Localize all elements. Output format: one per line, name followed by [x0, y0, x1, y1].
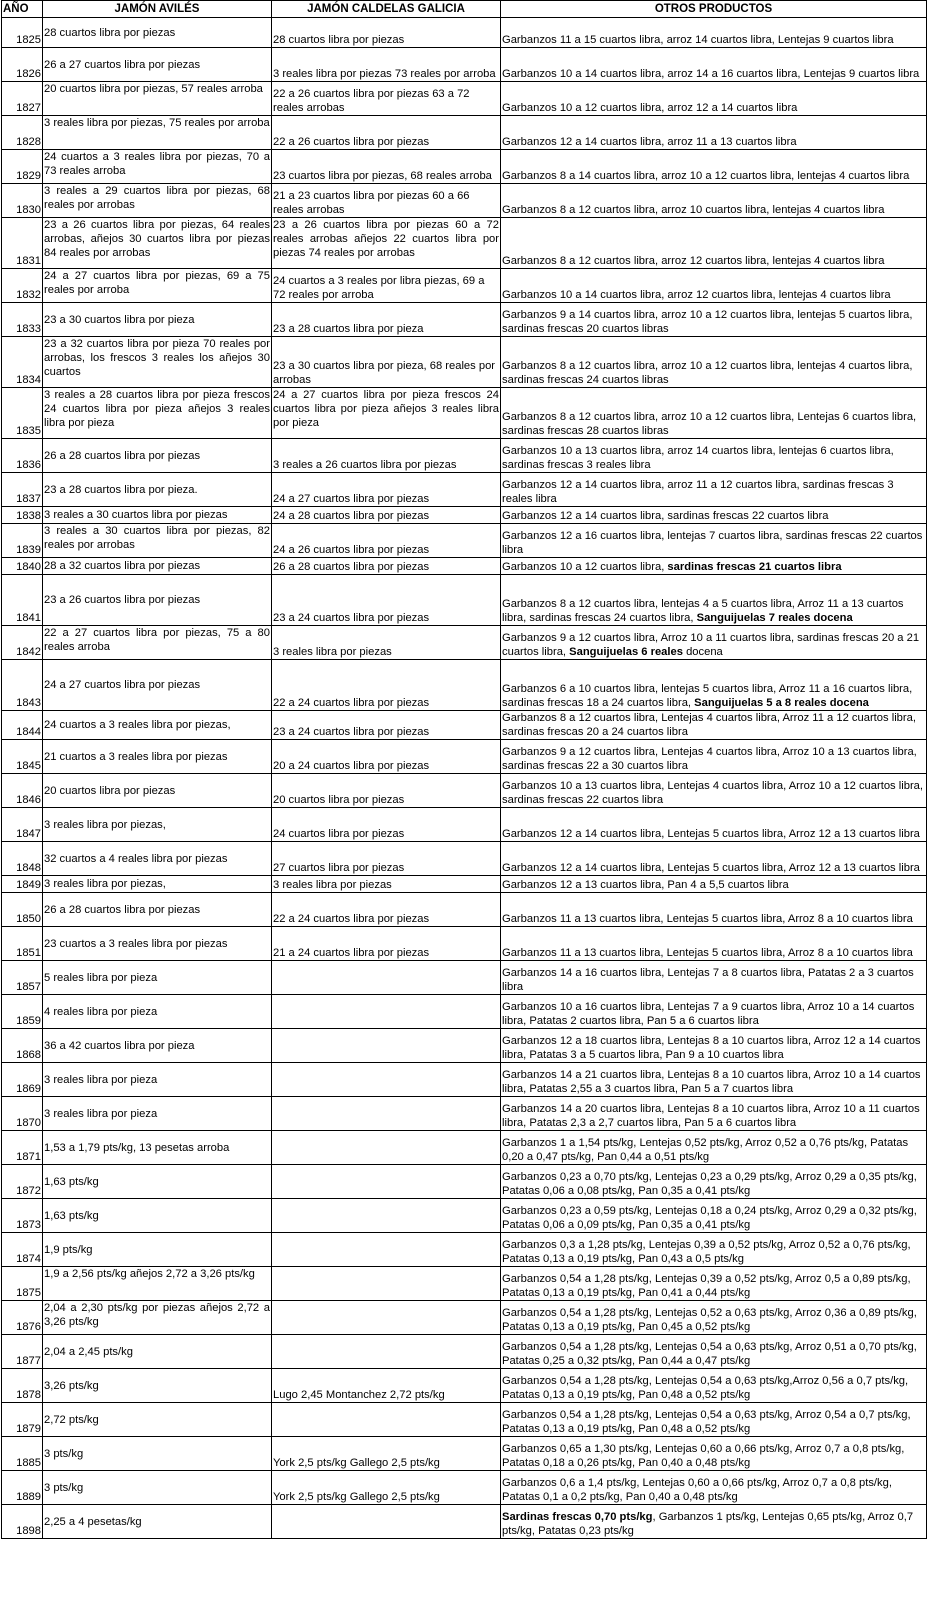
table-row	[2, 1267, 927, 1301]
table-row	[2, 711, 927, 740]
table-row	[2, 1097, 927, 1131]
cell-caldelas	[272, 961, 501, 995]
table-row	[2, 1505, 927, 1539]
cell-otros	[501, 1403, 927, 1437]
cell-year: 1850	[2, 893, 43, 927]
cell-otros	[501, 893, 927, 927]
cell-aviles: 24 cuartos a 3 reales libra por piezas, 70 a 73 reales arroba	[43, 150, 272, 184]
cell-caldelas: 23 a 30 cuartos libra por pieza, 68 reales por arrobas	[272, 337, 501, 388]
cell-otros-text: Garbanzos 0,3 a 1,28 pts/kg, Lentejas 0,39 a 0,52 pts/kg, Arroz 0,52 a 0,76 pts/kg, Patatas 0,13 a 0,19 pts/kg, Pan 0,43 a 0,5 pts/kg	[502, 1239, 911, 1265]
table-row	[2, 1063, 927, 1097]
table-row	[2, 842, 927, 876]
cell-aviles: 3 reales libra por piezas,	[43, 808, 272, 842]
cell-otros-text: Garbanzos 12 a 18 cuartos libra, Lentejas 8 a 10 cuartos libra, Arroz 12 a 14 cuartos libra, Patatas 3 a 5 cuartos libra, Pan 9 a 10 cuartos libra	[502, 1035, 921, 1061]
cell-otros	[501, 1029, 927, 1063]
cell-otros-text: Garbanzos 12 a 14 cuartos libra, sardinas frescas 22 cuartos libra	[502, 510, 829, 522]
cell-aviles: 26 a 27 cuartos libra por piezas	[43, 48, 272, 82]
cell-caldelas: 23 cuartos libra por piezas, 68 reales arroba	[272, 150, 501, 184]
cell-otros-text: Garbanzos 12 a 14 cuartos libra, Lentejas 5 cuartos libra, Arroz 12 a 13 cuartos libra	[502, 828, 920, 840]
cell-aviles: 3 reales libra por pieza	[43, 1063, 272, 1097]
cell-otros	[501, 1267, 927, 1301]
cell-otros-text: Garbanzos 12 a 14 cuartos libra, arroz 11 a 13 cuartos libra	[502, 136, 797, 148]
cell-otros-text: Garbanzos 8 a 14 cuartos libra, arroz 10 a 12 cuartos libra, lentejas 4 cuartos libra	[502, 170, 910, 182]
cell-otros	[501, 524, 927, 558]
cell-otros	[501, 1505, 927, 1539]
cell-otros	[501, 575, 927, 626]
cell-caldelas: 3 reales libra por piezas	[272, 876, 501, 893]
table-row	[2, 558, 927, 575]
cell-otros	[501, 116, 927, 150]
cell-aviles: 23 a 28 cuartos libra por pieza.	[43, 473, 272, 507]
cell-caldelas: 22 a 26 cuartos libra por piezas 63 a 72 reales arrobas	[272, 82, 501, 116]
cell-otros-bold: Sanguijuelas 5 a 8 reales docena	[694, 697, 869, 709]
table-row	[2, 1029, 927, 1063]
cell-otros-text: Garbanzos 8 a 12 cuartos libra, arroz 10 a 12 cuartos libra, lentejas 4 cuartos libra, sardinas frescas 24 cuartos libras	[502, 360, 913, 386]
table-row	[2, 303, 927, 337]
cell-caldelas: 23 a 24 cuartos libra por piezas	[272, 575, 501, 626]
table-row	[2, 18, 927, 48]
table-row	[2, 1335, 927, 1369]
cell-otros-text: Garbanzos 14 a 16 cuartos libra, Lentejas 7 a 8 cuartos libra, Patatas 2 a 3 cuartos libra	[502, 967, 914, 993]
table-row	[2, 82, 927, 116]
cell-otros-bold: Sardinas frescas 0,70 pts/kg	[502, 1511, 653, 1523]
cell-caldelas	[272, 1301, 501, 1335]
cell-caldelas	[272, 1131, 501, 1165]
cell-otros-text: , Garbanzos 1 pts/kg, Lentejas 0,65 pts/kg, Arroz 0,7 pts/kg, Patatas 0,23 pts/kg	[502, 1511, 914, 1537]
cell-otros	[501, 1233, 927, 1267]
cell-year: 1869	[2, 1063, 43, 1097]
cell-otros	[501, 388, 927, 439]
cell-caldelas: 3 reales a 26 cuartos libra por piezas	[272, 439, 501, 473]
cell-aviles: 28 a 32 cuartos libra por piezas	[43, 558, 272, 575]
cell-aviles: 26 a 28 cuartos libra por piezas	[43, 439, 272, 473]
cell-otros-text: Garbanzos 10 a 16 cuartos libra, Lentejas 7 a 9 cuartos libra, Arroz 10 a 14 cuartos libra, Patatas 2 cuartos libra, Pan 5 a 6 cuartos libra	[502, 1001, 915, 1027]
cell-otros-text: Garbanzos 0,54 a 1,28 pts/kg, Lentejas 0,52 a 0,63 pts/kg, Arroz 0,36 a 0,89 pts/kg, Patatas 0,13 a 0,19 pts/kg, Pan 0,45 a 0,52 pts/kg	[502, 1307, 917, 1333]
cell-year: 1839	[2, 524, 43, 558]
cell-aviles: 36 a 42 cuartos libra por pieza	[43, 1029, 272, 1063]
cell-otros-text: Garbanzos 0,54 a 1,28 pts/kg, Lentejas 0,54 a 0,63 pts/kg, Arroz 0,51 a 0,70 pts/kg, Patatas 0,25 a 0,32 pts/kg, Pan 0,44 a 0,47 pts/kg	[502, 1341, 917, 1367]
cell-aviles: 1,9 a 2,56 pts/kg añejos 2,72 a 3,26 pts/kg	[43, 1267, 272, 1301]
cell-otros	[501, 927, 927, 961]
cell-otros-text: Garbanzos 8 a 12 cuartos libra, arroz 10 a 12 cuartos libra, Lentejas 6 cuartos libra, sardinas frescas 28 cuartos libras	[502, 411, 917, 437]
cell-otros-text: Garbanzos 0,54 a 1,28 pts/kg, Lentejas 0,54 a 0,63 pts/kg,Arroz 0,56 a 0,7 pts/kg, Patatas 0,13 a 0,19 pts/kg, Pan 0,48 a 0,52 pts/kg	[502, 1375, 909, 1401]
cell-otros	[501, 1437, 927, 1471]
table-row	[2, 740, 927, 774]
cell-aviles: 3 reales a 29 cuartos libra por piezas, 68 reales por arrobas	[43, 184, 272, 218]
cell-otros-text: Garbanzos 9 a 12 cuartos libra, Lentejas 4 cuartos libra, Arroz 10 a 13 cuartos libra, sardinas frescas 22 a 30 cuartos libra	[502, 746, 917, 772]
cell-caldelas: 23 a 24 cuartos libra por piezas	[272, 711, 501, 740]
table-row	[2, 1131, 927, 1165]
cell-caldelas: 23 a 28 cuartos libra por pieza	[272, 303, 501, 337]
table-row	[2, 1471, 927, 1505]
cell-caldelas: York 2,5 pts/kg Gallego 2,5 pts/kg	[272, 1437, 501, 1471]
cell-caldelas: 22 a 26 cuartos libra por piezas	[272, 116, 501, 150]
cell-otros	[501, 1199, 927, 1233]
table-row	[2, 184, 927, 218]
cell-otros	[501, 558, 927, 575]
cell-aviles: 23 a 26 cuartos libra por piezas	[43, 575, 272, 626]
cell-year: 1859	[2, 995, 43, 1029]
cell-caldelas: 20 cuartos libra por piezas	[272, 774, 501, 808]
cell-year: 1840	[2, 558, 43, 575]
cell-aviles: 28 cuartos libra por piezas	[43, 18, 272, 48]
table-row	[2, 808, 927, 842]
cell-aviles: 21 cuartos a 3 reales libra por piezas	[43, 740, 272, 774]
cell-otros	[501, 808, 927, 842]
cell-year: 1825	[2, 18, 43, 48]
cell-caldelas	[272, 1199, 501, 1233]
cell-aviles: 3 reales libra por pieza	[43, 1097, 272, 1131]
table-row	[2, 660, 927, 711]
table-row	[2, 150, 927, 184]
table-row	[2, 774, 927, 808]
cell-aviles: 3 reales libra por piezas,	[43, 876, 272, 893]
cell-otros-text: Garbanzos 11 a 13 cuartos libra, Lentejas 5 cuartos libra, Arroz 8 a 10 cuartos libra	[502, 947, 913, 959]
cell-caldelas: 24 a 26 cuartos libra por piezas	[272, 524, 501, 558]
cell-otros	[501, 1335, 927, 1369]
cell-caldelas	[272, 1403, 501, 1437]
cell-caldelas	[272, 1165, 501, 1199]
cell-aviles: 1,53 a 1,79 pts/kg, 13 pesetas arroba	[43, 1131, 272, 1165]
cell-aviles: 22 a 27 cuartos libra por piezas, 75 a 80 reales arroba	[43, 626, 272, 660]
cell-caldelas	[272, 1267, 501, 1301]
table-row	[2, 626, 927, 660]
cell-otros	[501, 439, 927, 473]
cell-caldelas: 3 reales libra por piezas 73 reales por arroba	[272, 48, 501, 82]
cell-year: 1870	[2, 1097, 43, 1131]
table-row	[2, 116, 927, 150]
cell-caldelas	[272, 1063, 501, 1097]
cell-aviles: 3 reales a 28 cuartos libra por pieza frescos 24 cuartos libra por pieza añejos 3 reales libra por pieza	[43, 388, 272, 439]
cell-caldelas: 22 a 24 cuartos libra por piezas	[272, 660, 501, 711]
cell-aviles: 23 cuartos a 3 reales libra por piezas	[43, 927, 272, 961]
cell-aviles: 1,63 pts/kg	[43, 1165, 272, 1199]
cell-otros-text: Garbanzos 12 a 13 cuartos libra, Pan 4 a 5,5 cuartos libra	[502, 879, 789, 891]
table-row	[2, 388, 927, 439]
table-row	[2, 473, 927, 507]
cell-year: 1826	[2, 48, 43, 82]
cell-year: 1828	[2, 116, 43, 150]
table-body	[2, 18, 927, 1539]
cell-year: 1849	[2, 876, 43, 893]
cell-otros-text: docena	[682, 646, 723, 658]
cell-aviles: 20 cuartos libra por piezas	[43, 774, 272, 808]
cell-otros	[501, 18, 927, 48]
header-aviles: JAMÓN AVILÉS	[43, 1, 272, 18]
cell-otros	[501, 218, 927, 269]
cell-otros-bold: Sanguijuelas 7 reales docena	[696, 612, 853, 624]
cell-year: 1878	[2, 1369, 43, 1403]
cell-year: 1846	[2, 774, 43, 808]
cell-otros	[501, 1301, 927, 1335]
cell-aviles: 2,04 a 2,30 pts/kg por piezas añejos 2,72 a 3,26 pts/kg	[43, 1301, 272, 1335]
cell-year: 1834	[2, 337, 43, 388]
cell-otros-text: Garbanzos 0,23 a 0,70 pts/kg, Lentejas 0,23 a 0,29 pts/kg, Arroz 0,29 a 0,35 pts/kg, Patatas 0,06 a 0,08 pts/kg, Pan 0,35 a 0,41 pts/kg	[502, 1171, 917, 1197]
cell-otros-text: Garbanzos 0,23 a 0,59 pts/kg, Lentejas 0,18 a 0,24 pts/kg, Arroz 0,29 a 0,32 pts/kg, Patatas 0,06 a 0,09 pts/kg, Pan 0,35 a 0,41 pts/kg	[502, 1205, 917, 1231]
cell-caldelas	[272, 995, 501, 1029]
cell-aviles: 3,26 pts/kg	[43, 1369, 272, 1403]
cell-caldelas	[272, 1505, 501, 1539]
cell-aviles: 23 a 26 cuartos libra por piezas, 64 reales arrobas, añejos 30 cuartos libra por piezas 84 reales por arrobas	[43, 218, 272, 269]
table-row	[2, 995, 927, 1029]
cell-otros-text: Garbanzos 12 a 16 cuartos libra, lentejas 7 cuartos libra, sardinas frescas 22 cuartos libra	[502, 530, 923, 556]
cell-year: 1851	[2, 927, 43, 961]
table-row	[2, 1437, 927, 1471]
cell-year: 1885	[2, 1437, 43, 1471]
cell-year: 1841	[2, 575, 43, 626]
cell-aviles: 2,25 a 4 pesetas/kg	[43, 1505, 272, 1539]
cell-year: 1848	[2, 842, 43, 876]
cell-year: 1868	[2, 1029, 43, 1063]
cell-otros-text: Garbanzos 8 a 12 cuartos libra, arroz 12 cuartos libra, lentejas 4 cuartos libra	[502, 255, 885, 267]
cell-otros-text: Garbanzos 0,65 a 1,30 pts/kg, Lentejas 0,60 a 0,66 pts/kg, Arroz 0,7 a 0,8 pts/kg, Patatas 0,18 a 0,26 pts/kg, Pan 0,40 a 0,48 pts/kg	[502, 1443, 905, 1469]
cell-caldelas: 3 reales libra por piezas	[272, 626, 501, 660]
cell-aviles: 1,63 pts/kg	[43, 1199, 272, 1233]
cell-otros	[501, 1131, 927, 1165]
cell-year: 1831	[2, 218, 43, 269]
cell-caldelas: 24 a 27 cuartos libra por pieza frescos 24 cuartos libra por pieza añejos 3 reales libra por pieza	[272, 388, 501, 439]
cell-otros	[501, 1165, 927, 1199]
cell-otros	[501, 711, 927, 740]
cell-otros-text: Garbanzos 14 a 20 cuartos libra, Lentejas 8 a 10 cuartos libra, Arroz 10 a 11 cuartos libra, Patatas 2,3 a 2,7 cuartos libra, Pan 5 a 6 cuartos libra	[502, 1103, 920, 1129]
table-row	[2, 927, 927, 961]
cell-otros	[501, 269, 927, 303]
cell-year: 1889	[2, 1471, 43, 1505]
cell-caldelas: 24 a 28 cuartos libra por piezas	[272, 507, 501, 524]
table-row	[2, 893, 927, 927]
cell-otros-bold: Sanguijuelas 6 reales	[569, 646, 683, 658]
cell-otros	[501, 82, 927, 116]
cell-caldelas: 28 cuartos libra por piezas	[272, 18, 501, 48]
cell-caldelas: 20 a 24 cuartos libra por piezas	[272, 740, 501, 774]
cell-otros-text: Garbanzos 11 a 13 cuartos libra, Lentejas 5 cuartos libra, Arroz 8 a 10 cuartos libra	[502, 913, 913, 925]
cell-caldelas: York 2,5 pts/kg Gallego 2,5 pts/kg	[272, 1471, 501, 1505]
table-row	[2, 1199, 927, 1233]
cell-aviles: 3 reales a 30 cuartos libra por piezas	[43, 507, 272, 524]
cell-otros-text: Garbanzos 10 a 14 cuartos libra, arroz 14 a 16 cuartos libra, Lentejas 9 cuartos libra	[502, 68, 920, 80]
cell-caldelas	[272, 1029, 501, 1063]
cell-aviles: 32 cuartos a 4 reales libra por piezas	[43, 842, 272, 876]
cell-year: 1830	[2, 184, 43, 218]
header-otros: OTROS PRODUCTOS	[501, 1, 927, 18]
header-row	[2, 1, 927, 18]
cell-caldelas: 23 a 26 cuartos libra por piezas 60 a 72 reales arrobas añejos 22 cuartos libra por piezas 74 reales por arrobas	[272, 218, 501, 269]
cell-otros	[501, 740, 927, 774]
cell-otros	[501, 842, 927, 876]
cell-otros-text: Garbanzos 1 a 1,54 pts/kg, Lentejas 0,52 pts/kg, Arroz 0,52 a 0,76 pts/kg, Patatas 0,20 a 0,47 pts/kg, Pan 0,44 a 0,51 pts/kg	[502, 1137, 909, 1163]
cell-caldelas: 26 a 28 cuartos libra por piezas	[272, 558, 501, 575]
cell-otros	[501, 337, 927, 388]
cell-year: 1876	[2, 1301, 43, 1335]
cell-year: 1836	[2, 439, 43, 473]
cell-year: 1879	[2, 1403, 43, 1437]
cell-otros-text: Garbanzos 8 a 12 cuartos libra, Lentejas 4 cuartos libra, Arroz 11 a 12 cuartos libra, sardinas frescas 20 a 24 cuartos libra	[502, 712, 916, 738]
cell-year: 1827	[2, 82, 43, 116]
cell-aviles: 5 reales libra por pieza	[43, 961, 272, 995]
cell-otros-text: Garbanzos 10 a 13 cuartos libra, Lentejas 4 cuartos libra, Arroz 10 a 12 cuartos libra, sardinas frescas 22 cuartos libra	[502, 780, 924, 806]
cell-year: 1829	[2, 150, 43, 184]
cell-otros	[501, 1097, 927, 1131]
table-row	[2, 507, 927, 524]
cell-otros	[501, 995, 927, 1029]
cell-aviles: 3 reales libra por piezas, 75 reales por arroba	[43, 116, 272, 150]
cell-otros	[501, 626, 927, 660]
cell-year: 1871	[2, 1131, 43, 1165]
cell-otros-text: Garbanzos 9 a 14 cuartos libra, arroz 10 a 12 cuartos libra, lentejas 5 cuartos libra, sardinas frescas 20 cuartos libras	[502, 309, 913, 335]
table-row	[2, 269, 927, 303]
cell-aviles: 1,9 pts/kg	[43, 1233, 272, 1267]
cell-caldelas: 24 cuartos a 3 reales por libra piezas, 69 a 72 reales por arroba	[272, 269, 501, 303]
table-row	[2, 1301, 927, 1335]
cell-aviles: 26 a 28 cuartos libra por piezas	[43, 893, 272, 927]
cell-caldelas: Lugo 2,45 Montanchez 2,72 pts/kg	[272, 1369, 501, 1403]
table-row	[2, 48, 927, 82]
cell-aviles: 4 reales libra por pieza	[43, 995, 272, 1029]
cell-otros	[501, 1369, 927, 1403]
cell-year: 1877	[2, 1335, 43, 1369]
cell-otros	[501, 184, 927, 218]
table-row	[2, 439, 927, 473]
cell-caldelas: 27 cuartos libra por piezas	[272, 842, 501, 876]
cell-year: 1845	[2, 740, 43, 774]
cell-otros-text: Garbanzos 6 a 10 cuartos libra, lentejas 5 cuartos libra, Arroz 11 a 16 cuartos libra, sardinas frescas 18 a 24 cuartos libra,	[502, 683, 913, 709]
table-row	[2, 1233, 927, 1267]
cell-otros	[501, 1471, 927, 1505]
cell-year: 1875	[2, 1267, 43, 1301]
cell-caldelas: 21 a 23 cuartos libra por piezas 60 a 66 reales arrobas	[272, 184, 501, 218]
cell-otros-text: Garbanzos 9 a 12 cuartos libra, Arroz 10 a 11 cuartos libra, sardinas frescas 20 a 21 cuartos libra,	[502, 632, 920, 658]
cell-otros-text: Garbanzos 0,54 a 1,28 pts/kg, Lentejas 0,54 a 0,63 pts/kg, Arroz 0,54 a 0,7 pts/kg, Patatas 0,13 a 0,19 pts/kg, Pan 0,48 a 0,52 pts/kg	[502, 1409, 911, 1435]
cell-aviles: 3 reales a 30 cuartos libra por piezas, 82 reales por arrobas	[43, 524, 272, 558]
cell-aviles: 23 a 30 cuartos libra por pieza	[43, 303, 272, 337]
header-caldelas: JAMÓN CALDELAS GALICIA	[272, 1, 501, 18]
cell-year: 1898	[2, 1505, 43, 1539]
cell-otros	[501, 473, 927, 507]
table-row	[2, 524, 927, 558]
table-row	[2, 961, 927, 995]
cell-year: 1847	[2, 808, 43, 842]
cell-caldelas	[272, 1233, 501, 1267]
cell-otros-text: Garbanzos 10 a 14 cuartos libra, arroz 12 cuartos libra, lentejas 4 cuartos libra	[502, 289, 891, 301]
cell-otros-text: Garbanzos 0,6 a 1,4 pts/kg, Lentejas 0,60 a 0,66 pts/kg, Arroz 0,7 a 0,8 pts/kg, Patatas 0,1 a 0,2 pts/kg, Pan 0,40 a 0,48 pts/kg	[502, 1477, 892, 1503]
cell-year: 1843	[2, 660, 43, 711]
prices-table	[1, 0, 927, 1539]
header-year: AÑO	[2, 1, 43, 18]
cell-otros	[501, 48, 927, 82]
cell-otros-text: Garbanzos 8 a 12 cuartos libra, arroz 10 cuartos libra, lentejas 4 cuartos libra	[502, 204, 885, 216]
cell-year: 1844	[2, 711, 43, 740]
cell-otros-text: Garbanzos 8 a 12 cuartos libra, lentejas 4 a 5 cuartos libra, Arroz 11 a 13 cuartos libra, sardinas frescas 24 cuartos libra,	[502, 598, 904, 624]
cell-aviles: 3 pts/kg	[43, 1471, 272, 1505]
table-row	[2, 575, 927, 626]
cell-otros-bold: sardinas frescas 21 cuartos libra	[667, 561, 842, 573]
cell-caldelas: 22 a 24 cuartos libra por piezas	[272, 893, 501, 927]
cell-year: 1832	[2, 269, 43, 303]
cell-aviles: 2,04 a 2,45 pts/kg	[43, 1335, 272, 1369]
cell-aviles: 23 a 32 cuartos libra por pieza 70 reales por arrobas, los frescos 3 reales los añejos 30 cuartos	[43, 337, 272, 388]
cell-otros-text: Garbanzos 12 a 14 cuartos libra, arroz 11 a 12 cuartos libra, sardinas frescas 3 reales libra	[502, 479, 894, 505]
cell-caldelas: 24 cuartos libra por piezas	[272, 808, 501, 842]
cell-caldelas: 24 a 27 cuartos libra por piezas	[272, 473, 501, 507]
cell-otros-text: Garbanzos 11 a 15 cuartos libra, arroz 14 cuartos libra, Lentejas 9 cuartos libra	[502, 34, 894, 46]
cell-otros-text: Garbanzos 14 a 21 cuartos libra, Lentejas 8 a 10 cuartos libra, Arroz 10 a 14 cuartos libra, Patatas 2,55 a 3 cuartos libra, Pan 5 a 7 cuartos libra	[502, 1069, 921, 1095]
cell-year: 1874	[2, 1233, 43, 1267]
table-row	[2, 1403, 927, 1437]
cell-aviles: 3 pts/kg	[43, 1437, 272, 1471]
cell-year: 1833	[2, 303, 43, 337]
table-row	[2, 876, 927, 893]
cell-year: 1837	[2, 473, 43, 507]
cell-otros	[501, 1063, 927, 1097]
table-row	[2, 1369, 927, 1403]
cell-otros-text: Garbanzos 0,54 a 1,28 pts/kg, Lentejas 0,39 a 0,52 pts/kg, Arroz 0,5 a 0,89 pts/kg, Patatas 0,13 a 0,19 pts/kg, Pan 0,41 a 0,44 pts/kg	[502, 1273, 911, 1299]
table-row	[2, 1165, 927, 1199]
cell-year: 1857	[2, 961, 43, 995]
cell-caldelas	[272, 1335, 501, 1369]
cell-year: 1873	[2, 1199, 43, 1233]
cell-year: 1872	[2, 1165, 43, 1199]
cell-aviles: 2,72 pts/kg	[43, 1403, 272, 1437]
cell-caldelas: 21 a 24 cuartos libra por piezas	[272, 927, 501, 961]
cell-otros-text: Garbanzos 12 a 14 cuartos libra, Lentejas 5 cuartos libra, Arroz 12 a 13 cuartos libra	[502, 862, 920, 874]
cell-otros	[501, 303, 927, 337]
cell-caldelas	[272, 1097, 501, 1131]
cell-aviles: 20 cuartos libra por piezas, 57 reales arroba	[43, 82, 272, 116]
cell-otros-text: Garbanzos 10 a 13 cuartos libra, arroz 14 cuartos libra, lentejas 6 cuartos libra, sardinas frescas 3 reales libra	[502, 445, 894, 471]
cell-otros	[501, 660, 927, 711]
cell-year: 1842	[2, 626, 43, 660]
cell-aviles: 24 cuartos a 3 reales libra por piezas,	[43, 711, 272, 740]
cell-otros	[501, 876, 927, 893]
cell-otros-text: Garbanzos 10 a 12 cuartos libra, arroz 12 a 14 cuartos libra	[502, 102, 798, 114]
cell-aviles: 24 a 27 cuartos libra por piezas	[43, 660, 272, 711]
table-row	[2, 218, 927, 269]
cell-otros	[501, 150, 927, 184]
cell-otros	[501, 961, 927, 995]
table-row	[2, 337, 927, 388]
cell-otros	[501, 507, 927, 524]
cell-otros	[501, 774, 927, 808]
cell-otros-text: Garbanzos 10 a 12 cuartos libra,	[502, 561, 668, 573]
cell-year: 1838	[2, 507, 43, 524]
cell-aviles: 24 a 27 cuartos libra por piezas, 69 a 75 reales por arroba	[43, 269, 272, 303]
cell-year: 1835	[2, 388, 43, 439]
